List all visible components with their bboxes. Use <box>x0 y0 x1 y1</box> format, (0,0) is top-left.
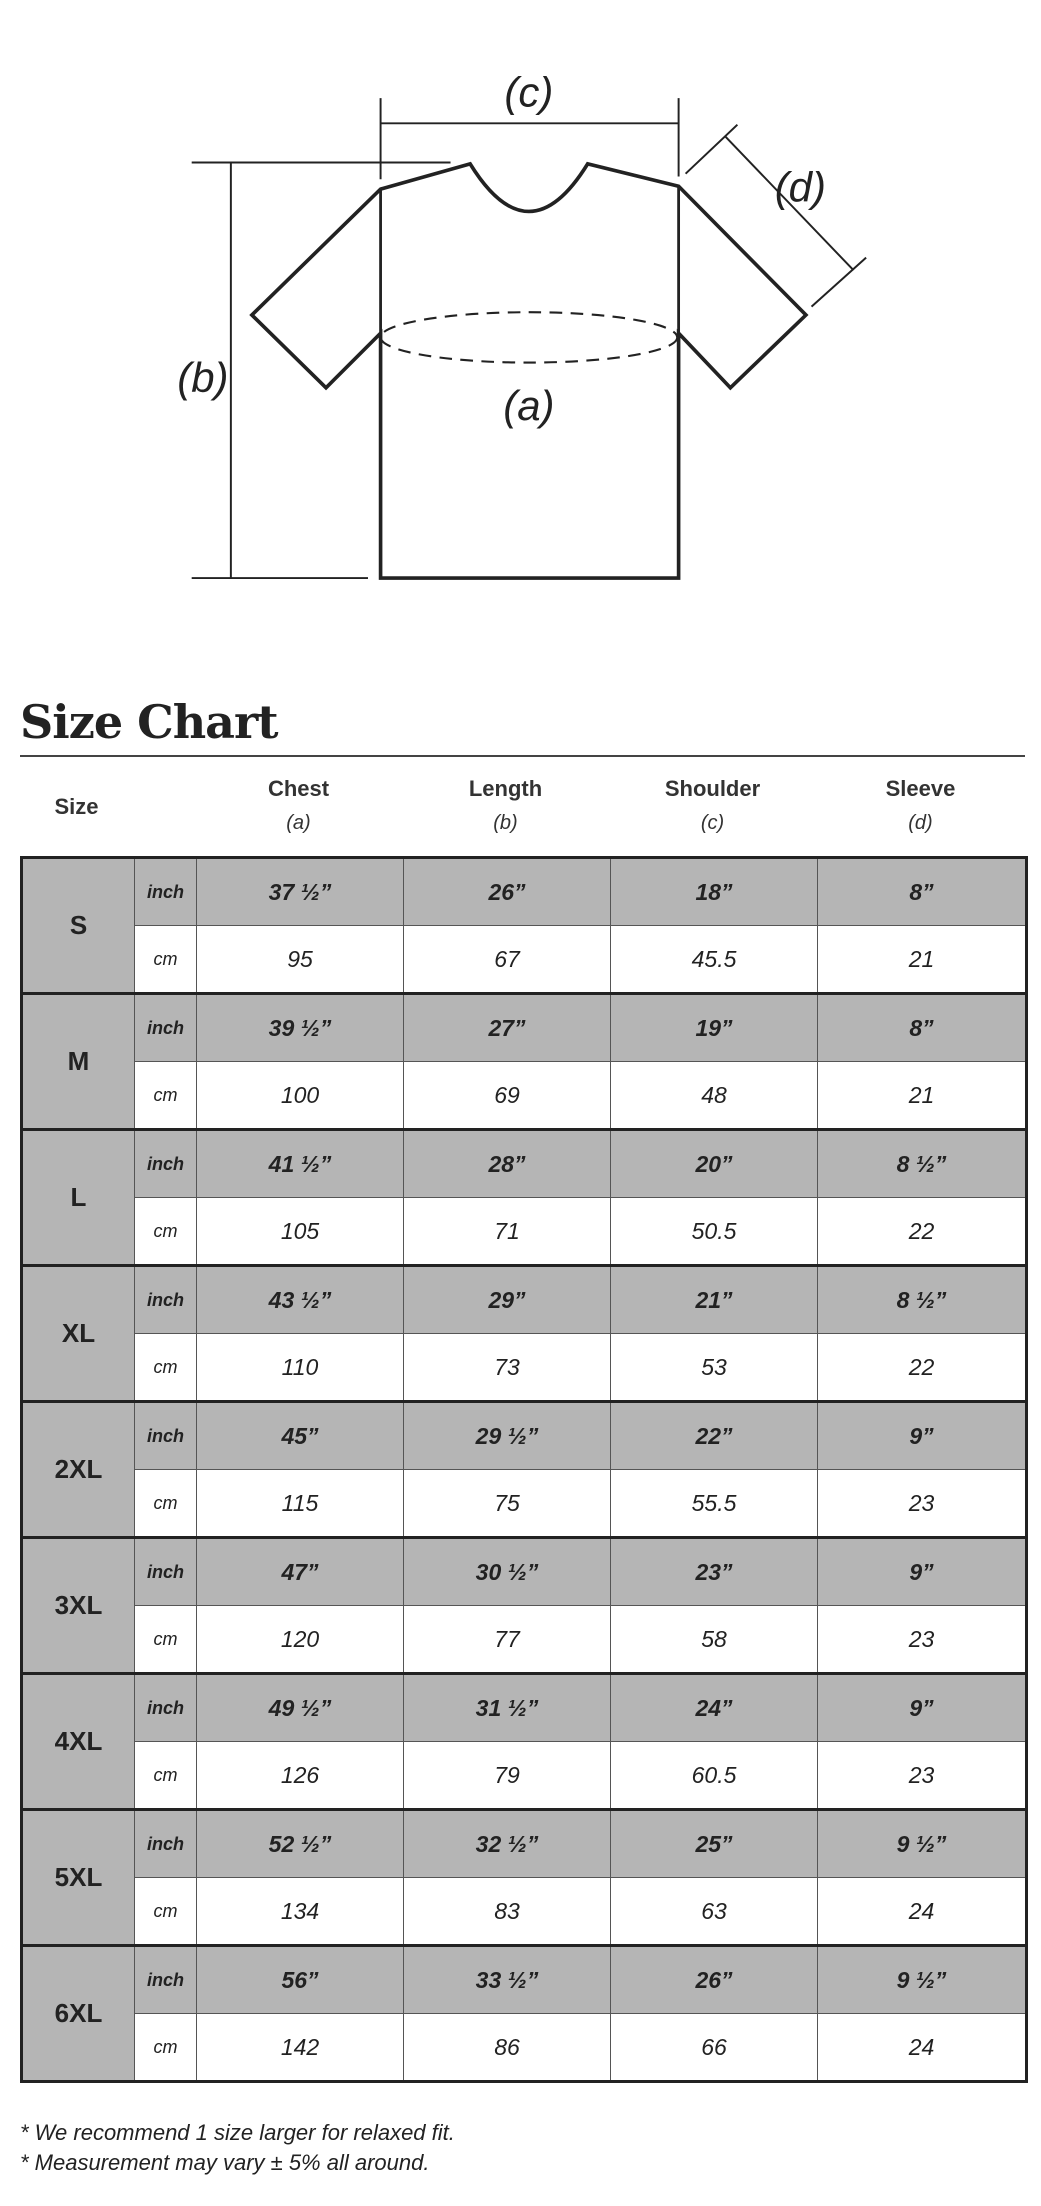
table-header <box>20 770 1025 856</box>
unit-label: cm <box>135 1742 197 1810</box>
note-measurement-variance: * Measurement may vary ± 5% all around. <box>20 2150 430 2175</box>
sleeve-inch-cell: 8 ½” <box>818 1130 1027 1198</box>
page-title: Size Chart <box>20 695 278 749</box>
unit-label: cm <box>135 1878 197 1946</box>
header-name: Sleeve <box>885 776 956 801</box>
sleeve-cm-cell: 23 <box>818 1470 1027 1538</box>
sleeve-inch-cell: 9 ½” <box>818 1810 1027 1878</box>
size-row-xl-cm <box>22 1334 1027 1402</box>
shoulder-cm-cell: 66 <box>611 2014 818 2082</box>
shoulder-cm-cell: 55.5 <box>611 1470 818 1538</box>
sleeve-inch-cell: 9 ½” <box>818 1946 1027 2014</box>
header-name: Chest <box>267 776 330 801</box>
unit-label: inch <box>135 1130 197 1198</box>
header-letter: (d) <box>908 812 933 834</box>
chest-cm-cell: 95 <box>197 926 404 994</box>
header-chest <box>195 770 402 835</box>
unit-label: inch <box>135 1402 197 1470</box>
size-row-l-cm <box>22 1198 1027 1266</box>
chest-cm-cell: 110 <box>197 1334 404 1402</box>
unit-label: cm <box>135 926 197 994</box>
chest-inch-cell: 56” <box>197 1946 404 2014</box>
sleeve-inch-cell: 8” <box>818 994 1027 1062</box>
length-inch-cell: 32 ½” <box>404 1810 611 1878</box>
shoulder-cm-cell: 53 <box>611 1334 818 1402</box>
chest-cm-cell: 134 <box>197 1878 404 1946</box>
unit-label: inch <box>135 1946 197 2014</box>
header-letter: (a) <box>286 812 311 834</box>
length-cm-cell: 69 <box>404 1062 611 1130</box>
unit-label: inch <box>135 994 197 1062</box>
chest-inch-cell: 41 ½” <box>197 1130 404 1198</box>
sleeve-cm-cell: 24 <box>818 2014 1027 2082</box>
length-cm-cell: 83 <box>404 1878 611 1946</box>
shoulder-inch-cell: 26” <box>611 1946 818 2014</box>
chest-cm-cell: 126 <box>197 1742 404 1810</box>
header-sleeve <box>817 770 1024 835</box>
shoulder-inch-cell: 25” <box>611 1810 818 1878</box>
size-label: M <box>22 994 135 1130</box>
sleeve-cm-cell: 21 <box>818 926 1027 994</box>
sleeve-cm-cell: 21 <box>818 1062 1027 1130</box>
length-inch-cell: 33 ½” <box>404 1946 611 2014</box>
shoulder-cm-cell: 50.5 <box>611 1198 818 1266</box>
header-shoulder <box>609 770 816 835</box>
chest-cm-cell: 120 <box>197 1606 404 1674</box>
label-d: (d) <box>774 163 826 211</box>
chest-inch-cell: 43 ½” <box>197 1266 404 1334</box>
size-row-6xl-inch <box>22 1946 1027 2014</box>
size-table <box>20 856 1028 2083</box>
chest-cm-cell: 142 <box>197 2014 404 2082</box>
size-row-4xl-inch <box>22 1674 1027 1742</box>
header-name: Shoulder <box>664 776 761 801</box>
size-row-6xl-cm <box>22 2014 1027 2082</box>
sleeve-inch-cell: 9” <box>818 1674 1027 1742</box>
shoulder-cm-cell: 58 <box>611 1606 818 1674</box>
sleeve-inch-cell: 9” <box>818 1402 1027 1470</box>
size-row-s-cm <box>22 926 1027 994</box>
size-label: 6XL <box>22 1946 135 2082</box>
shoulder-inch-cell: 22” <box>611 1402 818 1470</box>
size-label: S <box>22 858 135 994</box>
shoulder-cm-cell: 45.5 <box>611 926 818 994</box>
chest-cm-cell: 105 <box>197 1198 404 1266</box>
length-inch-cell: 27” <box>404 994 611 1062</box>
tshirt-measurement-diagram <box>0 0 1041 644</box>
header-length <box>402 770 609 835</box>
header-name: Length <box>468 776 543 801</box>
size-row-l-inch <box>22 1130 1027 1198</box>
shoulder-inch-cell: 18” <box>611 858 818 926</box>
length-inch-cell: 31 ½” <box>404 1674 611 1742</box>
size-label: L <box>22 1130 135 1266</box>
chest-inch-cell: 39 ½” <box>197 994 404 1062</box>
shoulder-inch-cell: 19” <box>611 994 818 1062</box>
sleeve-cm-cell: 22 <box>818 1334 1027 1402</box>
sleeve-cm-cell: 23 <box>818 1606 1027 1674</box>
shoulder-inch-cell: 23” <box>611 1538 818 1606</box>
shoulder-cm-cell: 63 <box>611 1878 818 1946</box>
length-inch-cell: 28” <box>404 1130 611 1198</box>
size-row-5xl-inch <box>22 1810 1027 1878</box>
chest-inch-cell: 47” <box>197 1538 404 1606</box>
tshirt-outline <box>252 164 806 578</box>
unit-label: inch <box>135 1674 197 1742</box>
size-label: 3XL <box>22 1538 135 1674</box>
chest-cm-cell: 100 <box>197 1062 404 1130</box>
sleeve-inch-cell: 9” <box>818 1538 1027 1606</box>
chest-inch-cell: 49 ½” <box>197 1674 404 1742</box>
size-row-m-cm <box>22 1062 1027 1130</box>
header-letter: (b) <box>493 812 518 834</box>
chest-inch-cell: 37 ½” <box>197 858 404 926</box>
sleeve-dimension <box>686 125 866 307</box>
length-dimension <box>192 162 451 578</box>
unit-label: inch <box>135 1538 197 1606</box>
shoulder-cm-cell: 60.5 <box>611 1742 818 1810</box>
length-cm-cell: 75 <box>404 1470 611 1538</box>
unit-label: cm <box>135 2014 197 2082</box>
label-a: (a) <box>503 381 555 429</box>
length-inch-cell: 26” <box>404 858 611 926</box>
length-cm-cell: 79 <box>404 1742 611 1810</box>
shoulder-cm-cell: 48 <box>611 1062 818 1130</box>
unit-label: cm <box>135 1198 197 1266</box>
length-cm-cell: 67 <box>404 926 611 994</box>
footnotes <box>20 2118 455 2178</box>
title-divider <box>20 755 1025 757</box>
unit-label: inch <box>135 1810 197 1878</box>
shoulder-inch-cell: 20” <box>611 1130 818 1198</box>
header-letter: (c) <box>700 812 725 834</box>
size-row-3xl-cm <box>22 1606 1027 1674</box>
unit-label: cm <box>135 1606 197 1674</box>
sleeve-inch-cell: 8” <box>818 858 1027 926</box>
chest-inch-cell: 52 ½” <box>197 1810 404 1878</box>
size-row-2xl-inch <box>22 1402 1027 1470</box>
sleeve-inch-cell: 8 ½” <box>818 1266 1027 1334</box>
length-cm-cell: 77 <box>404 1606 611 1674</box>
size-row-xl-inch <box>22 1266 1027 1334</box>
size-label: 2XL <box>22 1402 135 1538</box>
unit-label: cm <box>135 1334 197 1402</box>
unit-label: inch <box>135 858 197 926</box>
size-row-s-inch <box>22 858 1027 926</box>
size-row-m-inch <box>22 994 1027 1062</box>
unit-label: cm <box>135 1062 197 1130</box>
length-inch-cell: 29” <box>404 1266 611 1334</box>
chest-inch-cell: 45” <box>197 1402 404 1470</box>
note-relaxed-fit: * We recommend 1 size larger for relaxed fit. <box>20 2120 455 2145</box>
chest-measure-line <box>381 312 678 362</box>
length-inch-cell: 29 ½” <box>404 1402 611 1470</box>
label-c: (c) <box>504 68 554 116</box>
label-b: (b) <box>177 353 229 401</box>
chest-cm-cell: 115 <box>197 1470 404 1538</box>
length-inch-cell: 30 ½” <box>404 1538 611 1606</box>
sleeve-cm-cell: 22 <box>818 1198 1027 1266</box>
length-cm-cell: 71 <box>404 1198 611 1266</box>
unit-label: cm <box>135 1470 197 1538</box>
size-row-2xl-cm <box>22 1470 1027 1538</box>
sleeve-cm-cell: 24 <box>818 1878 1027 1946</box>
header-size: Size <box>54 794 99 819</box>
size-row-4xl-cm <box>22 1742 1027 1810</box>
length-cm-cell: 73 <box>404 1334 611 1402</box>
size-label: XL <box>22 1266 135 1402</box>
size-label: 4XL <box>22 1674 135 1810</box>
size-label: 5XL <box>22 1810 135 1946</box>
shoulder-inch-cell: 24” <box>611 1674 818 1742</box>
unit-label: inch <box>135 1266 197 1334</box>
length-cm-cell: 86 <box>404 2014 611 2082</box>
sleeve-cm-cell: 23 <box>818 1742 1027 1810</box>
size-row-3xl-inch <box>22 1538 1027 1606</box>
shoulder-inch-cell: 21” <box>611 1266 818 1334</box>
size-row-5xl-cm <box>22 1878 1027 1946</box>
